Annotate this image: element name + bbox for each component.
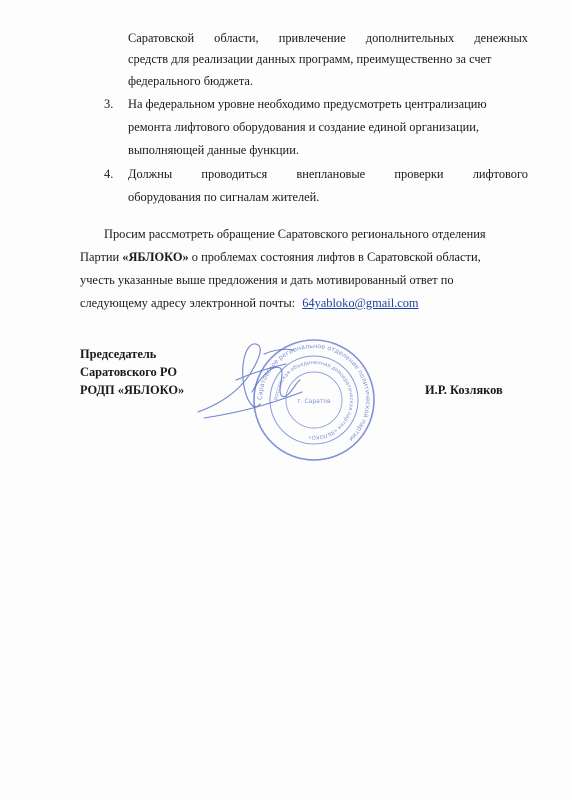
signatory-title-line: Председатель — [80, 347, 157, 361]
item4-line-1 — [128, 165, 528, 183]
signatory-title — [80, 345, 184, 399]
word: внеплановые — [296, 167, 366, 181]
signatory-name: И.Р. Козляков — [425, 383, 503, 397]
list-item-number: 3. — [104, 97, 114, 111]
request-line-4 — [80, 294, 419, 312]
request-line-3: учесть указанные выше предложения и дать мотивированный ответ по — [80, 273, 454, 287]
item4-line-2: оборудования по сигналам жителей. — [128, 190, 320, 204]
request-text: следующему адресу электронной почты: — [80, 296, 296, 310]
list-continuation-line-1 — [128, 29, 528, 47]
item3-line-2: ремонта лифтового оборудования и создание единой организации, — [128, 120, 479, 134]
stamp-outer-text: Саратовское региональное отделение политической партии — [255, 341, 373, 444]
stamp-city: г. Саратов — [297, 398, 331, 405]
item3-line-1: На федеральном уровне необходимо предусмотреть централизацию — [128, 97, 487, 111]
request-line-2 — [80, 248, 481, 266]
word: Саратовской — [128, 31, 195, 45]
word: Должны — [128, 167, 173, 181]
word: дополнительных — [365, 31, 455, 45]
word: проводиться — [201, 167, 268, 181]
email-link[interactable]: 64yabloko@gmail.com — [302, 296, 419, 310]
party-name: «ЯБЛОКО» — [122, 250, 189, 264]
stamp-inner-text: Российская объединенная демократическая партия «ЯБЛОКО» — [273, 359, 355, 441]
request-text: о проблемах состояния лифтов в Саратовской области, — [191, 250, 481, 264]
list-continuation-line-3: федерального бюджета. — [128, 74, 253, 88]
word: проверки — [394, 167, 444, 181]
signatory-title-line: РОДП «ЯБЛОКО» — [80, 383, 185, 397]
word: денежных — [474, 31, 528, 45]
item3-line-3: выполняющей данные функции. — [128, 143, 299, 157]
request-line-1: Просим рассмотреть обращение Саратовского регионального отделения — [104, 227, 486, 241]
word: области, — [214, 31, 259, 45]
word: лифтового — [472, 167, 528, 181]
word: привлечение — [278, 31, 346, 45]
signatory-title-line: Саратовского РО — [80, 365, 177, 379]
handwritten-signature — [190, 334, 310, 424]
list-item-number: 4. — [104, 167, 114, 181]
list-continuation-line-2: средств для реализации данных программ, преимущественно за счет — [128, 52, 492, 66]
request-text: Партии — [80, 250, 120, 264]
